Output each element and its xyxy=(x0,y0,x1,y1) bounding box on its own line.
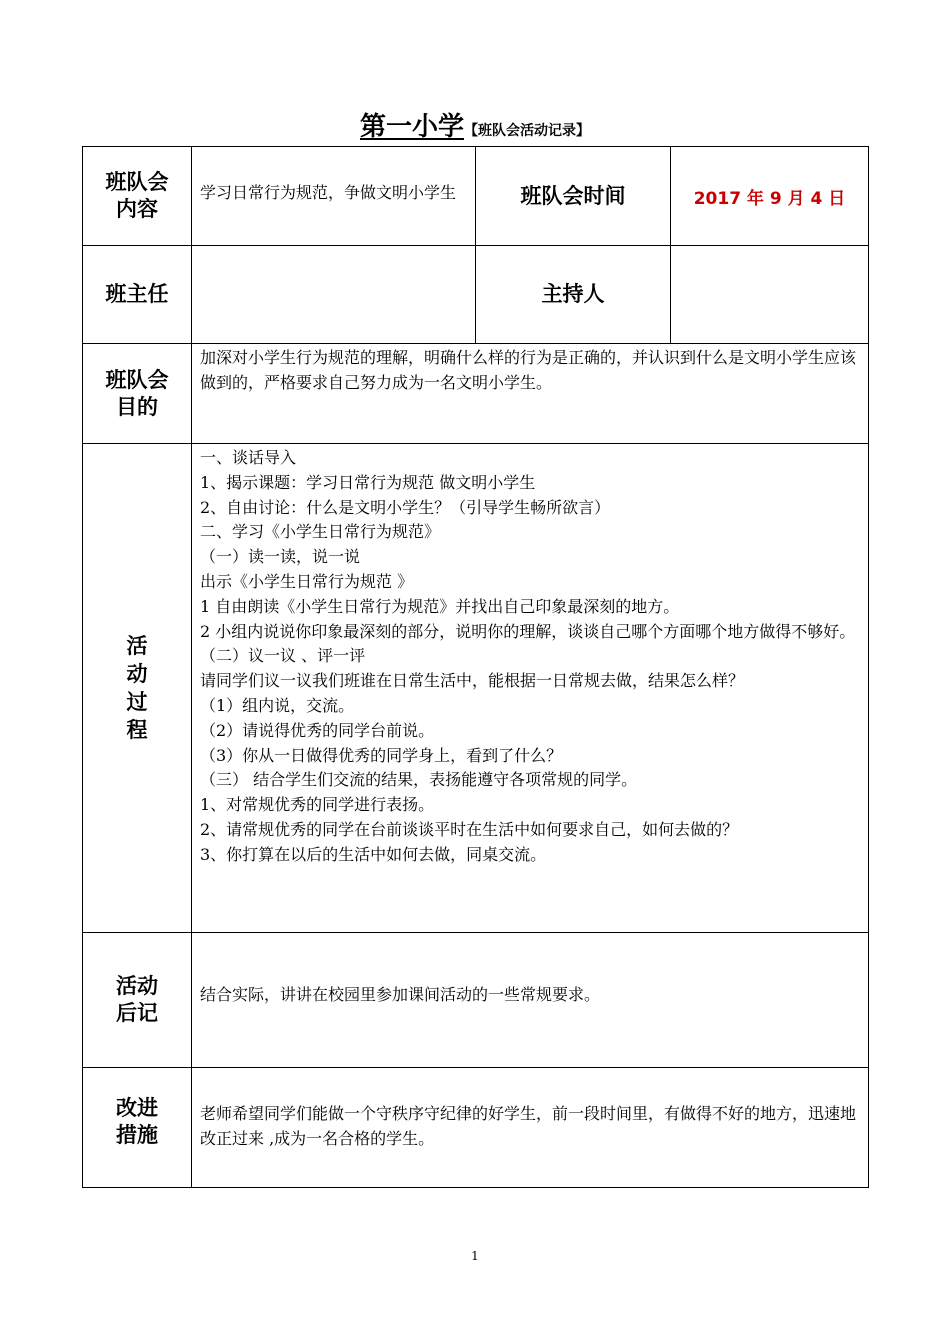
process-line: 1 自由朗读《小学生日常行为规范》并找出自己印象最深刻的地方。 xyxy=(200,596,680,616)
process-line: 2 小组内说说你印象最深刻的部分，说明你的理解，谈谈自己哪个方面哪个地方做得不够好。 xyxy=(200,621,856,641)
record-subtitle: 【班队会活动记录】 xyxy=(464,123,590,139)
host-label: 主持人 xyxy=(476,246,671,344)
time-value: 2017 年 9 月 4 日 xyxy=(671,147,869,246)
process-line: （3）你从一日做得优秀的同学身上，看到了什么？ xyxy=(200,745,563,765)
afterword-label: 活动 后记 xyxy=(83,933,192,1068)
process-steps xyxy=(192,444,869,933)
process-line: 2、自由讨论：什么是文明小学生？（引导学生畅所欲言） xyxy=(200,497,611,517)
process-line: （二）议一议 、评一评 xyxy=(200,646,366,666)
process-line: 1、对常规优秀的同学进行表扬。 xyxy=(200,795,435,815)
process-line: 请同学们议一议我们班谁在日常生活中，能根据一日常规去做，结果怎么样？ xyxy=(200,671,745,691)
purpose-label: 班队会 目的 xyxy=(83,344,192,444)
improvement-text: 老师希望同学们能做一个守秩序守纪律的好学生，前一段时间里，有做得不好的地方，迅速地改正过来 ,成为一名合格的学生。 xyxy=(192,1068,869,1188)
process-line: （1）组内说，交流。 xyxy=(200,695,355,715)
row-teacher-host xyxy=(83,246,869,344)
row-purpose xyxy=(83,344,869,444)
teacher-value xyxy=(192,246,476,344)
row-process xyxy=(83,444,869,933)
row-improvement xyxy=(83,1068,869,1188)
time-label: 班队会时间 xyxy=(476,147,671,246)
afterword-text: 结合实际，讲讲在校园里参加课间活动的一些常规要求。 xyxy=(192,933,869,1068)
process-line: 1、揭示课题：学习日常行为规范 做文明小学生 xyxy=(200,472,536,492)
improvement-label: 改进 措施 xyxy=(83,1068,192,1188)
purpose-text: 加深对小学生行为规范的理解，明确什么样的行为是正确的，并认识到什么是文明小学生应该做到的，严格要求自己努力成为一名文明小学生。 xyxy=(192,344,869,444)
process-label: 活 动 过 程 xyxy=(83,444,192,933)
row-afterword xyxy=(83,933,869,1068)
process-line: 一、谈话导入 xyxy=(200,448,297,467)
process-line: 3、你打算在以后的生活中如何去做，同桌交流。 xyxy=(200,844,547,864)
process-line: 二、学习《小学生日常行为规范》 xyxy=(200,522,441,542)
activity-record-table xyxy=(82,146,869,1188)
teacher-label: 班主任 xyxy=(83,246,192,344)
process-line: （2）请说得优秀的同学台前说。 xyxy=(200,720,435,740)
process-line: 出示《小学生日常行为规范 》 xyxy=(200,571,414,591)
host-value xyxy=(671,246,869,344)
content-value: 学习日常行为规范，争做文明小学生 xyxy=(192,147,476,246)
row-content-time xyxy=(83,147,869,246)
school-name: 第一小学 xyxy=(359,112,464,142)
process-line: （一）读一读，说一说 xyxy=(200,547,361,567)
process-line: （三） 结合学生们交流的结果，表扬能遵守各项常规的同学。 xyxy=(200,770,638,790)
content-label: 班队会 内容 xyxy=(83,147,192,246)
process-line: 2、请常规优秀的同学在台前谈谈平时在生活中如何要求自己，如何去做的？ xyxy=(200,819,739,839)
document-title xyxy=(0,106,950,143)
page-number: 1 xyxy=(471,1249,479,1263)
